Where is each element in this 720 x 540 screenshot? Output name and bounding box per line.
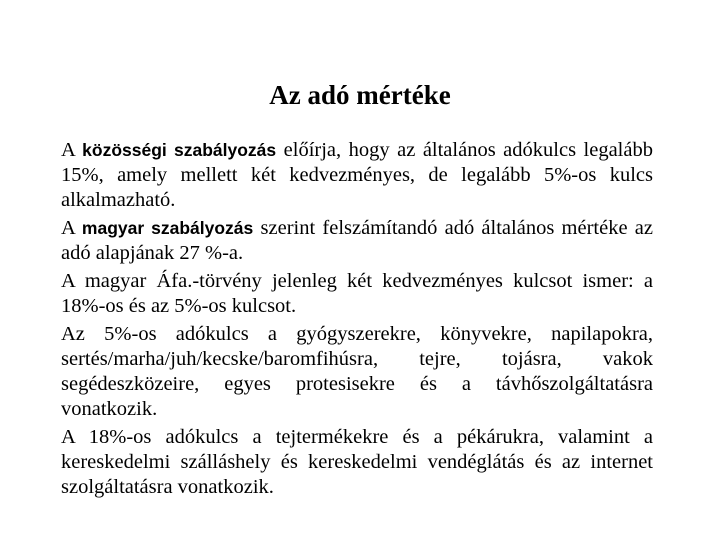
paragraph-hu-rules (61, 216, 653, 266)
paragraph-prefix: A (61, 217, 82, 239)
bold-term-hu-regulation: magyar szabályozás (81, 218, 254, 238)
paragraph-prefix: A (61, 139, 83, 161)
paragraph-reduced-rates: A magyar Áfa.-törvény jelenleg két kedvezményes kulcsot ismer: a 18%-os és az 5%-os kulcsot. (61, 270, 653, 317)
bold-term-eu-regulation: közösségi szabályozás (82, 140, 277, 160)
paragraph-5-percent-rate: Az 5%-os adókulcs a gyógyszerekre, könyvekre, napilapokra, sertés/marha/juh/kecske/baromfihúsra, tejre, tojásra, vakok segédeszközeire, egyes protesisekre és a távhőszolgáltatásra vonatkozik. (61, 323, 653, 420)
slide-body (61, 138, 653, 503)
slide-title: Az adó mértéke (269, 80, 451, 110)
paragraph-text: szerint felszámítandó adó általános mértéke az adó alapjának 27 %-a. (61, 217, 653, 264)
paragraph-eu-rules (61, 138, 653, 213)
paragraph-text: előírja, hogy az általános adókulcs legalább 15%, amely mellett két kedvezményes, de legalább 5%-os kulcs alkalmazható. (61, 139, 653, 211)
paragraph-18-percent-rate: A 18%-os adókulcs a tejtermékekre és a pékárukra, valamint a kereskedelmi szálláshely és kereskedelmi vendéglátás és az internet szolgáltatásra vonatkozik. (61, 426, 653, 498)
